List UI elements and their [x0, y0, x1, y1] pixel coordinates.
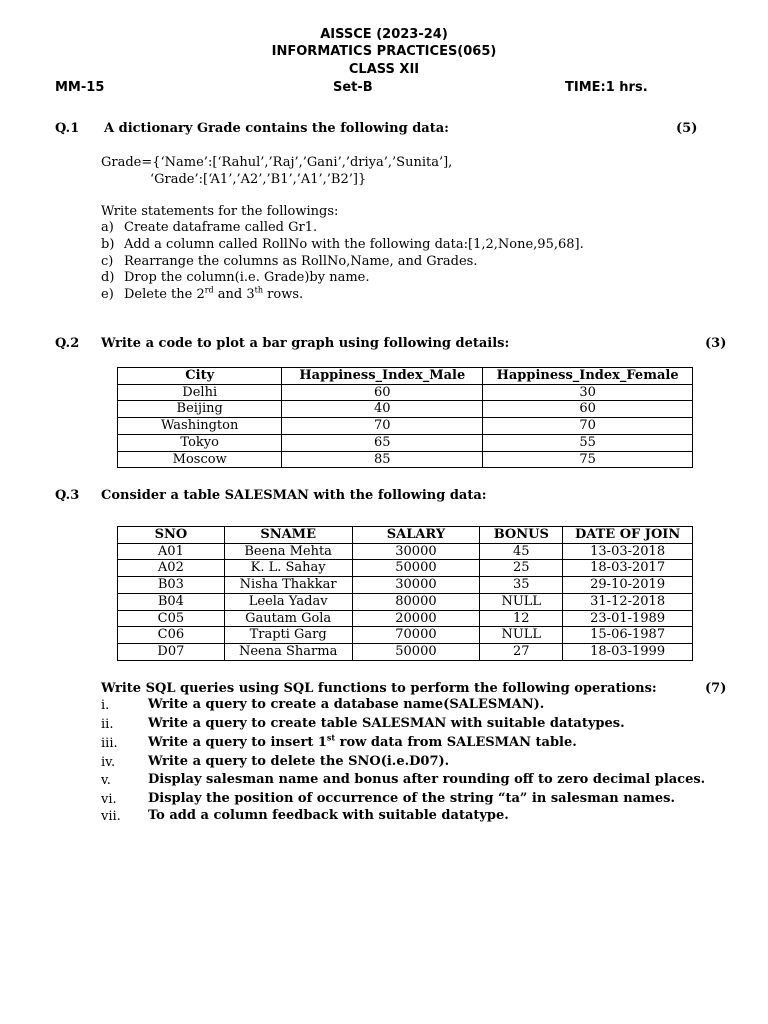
q3-op-iii-sup: st [326, 732, 336, 743]
q1-item-label: e) [101, 287, 114, 302]
max-marks: MM-15 [55, 80, 105, 95]
q1-intro: Write statements for the followings: [101, 204, 339, 219]
table-cell: 30 [483, 384, 693, 401]
table-cell: 75 [483, 451, 693, 468]
table-cell: A02 [118, 560, 225, 577]
table-header-row [118, 368, 693, 385]
column-header: Happiness_Index_Female [483, 368, 693, 385]
table-cell: Tokyo [118, 434, 282, 451]
q3-op-label: iii. [101, 736, 118, 751]
table-cell: 20000 [352, 610, 480, 627]
time-label: TIME:1 hrs. [565, 80, 648, 95]
q3-sql-intro: Write SQL queries using SQL functions to perform the following operations: [101, 681, 657, 696]
table-cell: Beena Mehta [224, 543, 352, 560]
table-row [118, 643, 693, 660]
table-cell: 29-10-2019 [563, 577, 693, 594]
table-cell: 85 [282, 451, 483, 468]
salesman-table [117, 526, 693, 661]
q2-number: Q.2 [55, 336, 80, 351]
table-cell: 13-03-2018 [563, 543, 693, 560]
set-label: Set-B [333, 80, 373, 95]
column-header: BONUS [480, 527, 563, 544]
table-cell: 31-12-2018 [563, 593, 693, 610]
table-cell: A01 [118, 543, 225, 560]
q1-item-label: a) [101, 220, 114, 235]
table-cell: 18-03-1999 [563, 643, 693, 660]
q3-op-text: Display salesman name and bonus after rounding off to zero decimal places. [148, 772, 706, 787]
table-header-row [118, 527, 693, 544]
q2-title: Write a code to plot a bar graph using following details: [101, 336, 510, 351]
column-header: DATE OF JOIN [563, 527, 693, 544]
table-cell: Leela Yadav [224, 593, 352, 610]
table-cell: 70 [282, 418, 483, 435]
q1-item-text: Create dataframe called Gr1. [124, 220, 318, 235]
q3-marks: (7) [705, 681, 727, 696]
table-cell: 25 [480, 560, 563, 577]
table-cell: 12 [480, 610, 563, 627]
q3-op-iii-part: Write a query to insert 1 [148, 735, 327, 750]
table-cell: D07 [118, 643, 225, 660]
table-cell: B04 [118, 593, 225, 610]
table-cell: 23-01-1989 [563, 610, 693, 627]
table-cell: 30000 [352, 543, 480, 560]
q1-item-e-part: Delete the 2 [124, 287, 205, 302]
table-row [118, 560, 693, 577]
table-cell: Beijing [118, 401, 282, 418]
q3-op-label: ii. [101, 717, 114, 732]
table-cell: Nisha Thakkar [224, 577, 352, 594]
table-cell: 60 [483, 401, 693, 418]
table-cell: 35 [480, 577, 563, 594]
column-header: SNAME [224, 527, 352, 544]
q1-item-e-part: and 3 [213, 287, 255, 302]
q1-marks: (5) [676, 121, 698, 136]
table-cell: Washington [118, 418, 282, 435]
table-cell: 27 [480, 643, 563, 660]
table-cell: NULL [480, 627, 563, 644]
table-row [118, 401, 693, 418]
table-cell: 65 [282, 434, 483, 451]
table-cell: Trapti Garg [224, 627, 352, 644]
q1-item-e-part: rows. [263, 287, 304, 302]
q1-item-label: d) [101, 270, 115, 285]
q3-op-text: Write a query to delete the SNO(i.e.D07). [148, 754, 450, 769]
q1-title: A dictionary Grade contains the following data: [104, 121, 449, 136]
q1-item-text: Drop the column(i.e. Grade)by name. [124, 270, 370, 285]
table-cell: 55 [483, 434, 693, 451]
column-header: Happiness_Index_Male [282, 368, 483, 385]
table-cell: 45 [480, 543, 563, 560]
table-cell: C05 [118, 610, 225, 627]
table-cell: C06 [118, 627, 225, 644]
table-row [118, 627, 693, 644]
q1-code-line-1: Grade={‘Name’:[‘Rahul’,’Raj’,’Gani’,’driya’,’Sunita’], [101, 155, 453, 170]
class-title: CLASS XII [348, 62, 420, 77]
q3-op-label: i. [101, 698, 110, 713]
q1-item-label: c) [101, 254, 114, 269]
column-header: SNO [118, 527, 225, 544]
subject-title: INFORMATICS PRACTICES(065) [271, 44, 497, 59]
happiness-table [117, 367, 693, 468]
column-header: SALARY [352, 527, 480, 544]
table-cell: 18-03-2017 [563, 560, 693, 577]
table-cell: 30000 [352, 577, 480, 594]
q3-number: Q.3 [55, 488, 80, 503]
table-row [118, 610, 693, 627]
q3-op-text [148, 732, 577, 750]
table-cell: B03 [118, 577, 225, 594]
q3-op-label: iv. [101, 755, 116, 770]
table-row [118, 384, 693, 401]
table-row [118, 543, 693, 560]
table-cell: 80000 [352, 593, 480, 610]
table-row [118, 434, 693, 451]
q1-item-e-sup: th [254, 285, 264, 295]
q1-code-line-2: ‘Grade’:[‘A1’,’A2’,’B1’,’A1’,’B2’]} [150, 172, 367, 187]
q1-item-label: b) [101, 237, 115, 252]
q3-op-text: Display the position of occurrence of the string “ta” in salesman names. [148, 791, 676, 806]
table-cell: 70000 [352, 627, 480, 644]
q3-op-text: Write a query to create table SALESMAN with suitable datatypes. [148, 716, 625, 731]
table-cell: 50000 [352, 643, 480, 660]
q3-op-iii-part: row data from SALESMAN table. [335, 735, 577, 750]
table-cell: Delhi [118, 384, 282, 401]
q3-op-text: To add a column feedback with suitable datatype. [148, 808, 509, 823]
q1-number: Q.1 [55, 121, 80, 136]
table-row [118, 593, 693, 610]
exam-title: AISSCE (2023-24) [320, 27, 448, 42]
q1-item-text [124, 287, 303, 302]
table-cell: Gautam Gola [224, 610, 352, 627]
table-cell: 15-06-1987 [563, 627, 693, 644]
table-cell: K. L. Sahay [224, 560, 352, 577]
table-row [118, 577, 693, 594]
table-row [118, 418, 693, 435]
table-cell: Moscow [118, 451, 282, 468]
table-cell: 70 [483, 418, 693, 435]
table-cell: 60 [282, 384, 483, 401]
column-header: City [118, 368, 282, 385]
q3-title: Consider a table SALESMAN with the following data: [101, 488, 487, 503]
table-row [118, 451, 693, 468]
table-cell: 40 [282, 401, 483, 418]
q1-item-e-sup: rd [204, 285, 214, 295]
table-cell: Neena Sharma [224, 643, 352, 660]
q3-op-text: Write a query to create a database name(SALESMAN). [148, 697, 545, 712]
q3-op-label: vi. [101, 792, 117, 807]
q1-item-text: Add a column called RollNo with the following data:[1,2,None,95,68]. [124, 237, 584, 252]
table-cell: NULL [480, 593, 563, 610]
q2-marks: (3) [705, 336, 727, 351]
q3-op-label: v. [101, 773, 111, 788]
q3-op-label: vii. [101, 809, 121, 824]
table-cell: 50000 [352, 560, 480, 577]
q1-item-text: Rearrange the columns as RollNo,Name, and Grades. [124, 254, 478, 269]
